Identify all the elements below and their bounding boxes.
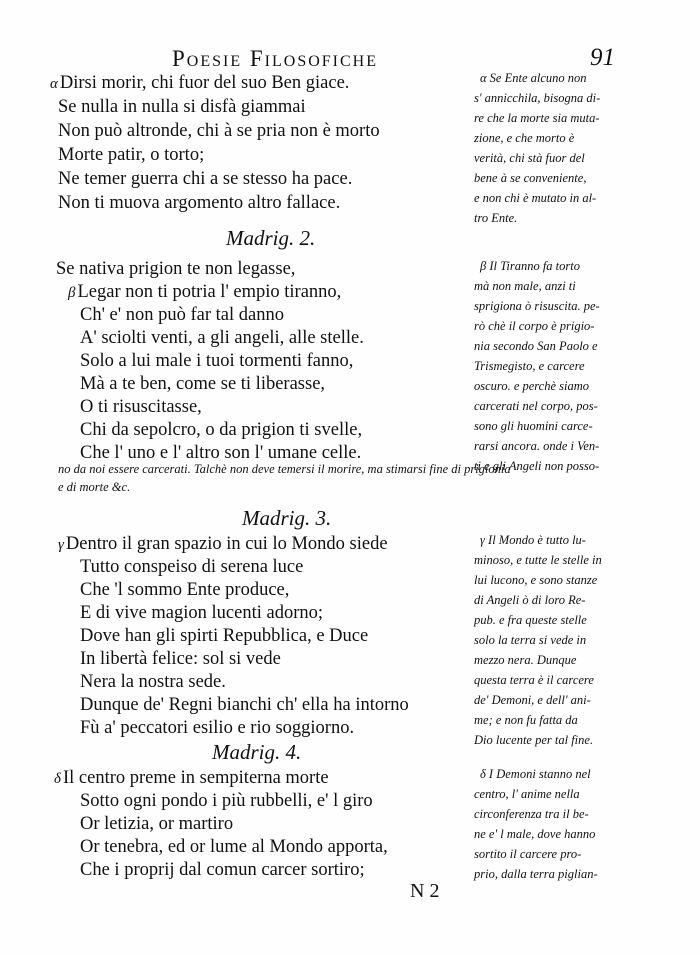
note-line: me; e non fu fatta da [474, 713, 578, 727]
verse-line [80, 396, 202, 419]
verse-text: Che i proprij dal comun carcer sortiro; [80, 860, 365, 880]
note-line: ti e gli Angeli non posso- [474, 459, 600, 473]
note-line: γ Il Mondo è tutto lu- [480, 533, 586, 547]
note-line: pub. e fra queste stelle [474, 613, 587, 627]
verse-text: Che l' uno e l' altro son l' umane celle. [80, 443, 362, 463]
note-line: Dio lucente per tal fine. [474, 733, 594, 747]
note-line: e non chi è mutato in al- [474, 191, 597, 205]
verse-line [80, 625, 368, 648]
verse-text: Ch' e' non può far tal danno [80, 305, 284, 325]
note-line: verità, chi stà fuor del [474, 151, 585, 165]
verse-line [80, 350, 353, 373]
note-line: questa terra è il carcere [474, 673, 594, 687]
signature-mark: N 2 [410, 880, 440, 902]
note-line: oscuro. e perchè siamo [474, 379, 590, 393]
verse-line [80, 304, 284, 327]
note-line: zione, e che morto è [474, 131, 575, 145]
note-line: lui lucono, e sono stanze [474, 573, 598, 587]
verse-text: Non ti muova argomento altro fallace. [58, 193, 341, 213]
verse-line [80, 790, 373, 813]
verse-text: Dirsi morir, chi fuor del suo Ben giace. [59, 73, 350, 93]
note-line: Trismegisto, e carcere [474, 359, 585, 373]
note-line: sprigiona ò risuscita. pe- [474, 299, 600, 313]
note-line: β Il Tiranno fa torto [480, 259, 580, 273]
verse-text: Or tenebra, ed or lume al Mondo apporta, [80, 837, 388, 857]
verse-line [80, 717, 354, 740]
note-line: ne e' l male, dove hanno [474, 827, 596, 841]
verse-line [50, 72, 349, 95]
verse-line [80, 579, 289, 602]
verse-line [80, 813, 233, 836]
verse-text: E di vive magion lucenti adorno; [80, 603, 324, 623]
note-line: solo la terra si vede in [474, 633, 587, 647]
note-line: s' annicchila, bisogna di- [474, 91, 601, 105]
verse-line [80, 836, 388, 859]
note-marker: β [68, 285, 76, 301]
verse-line [80, 327, 364, 350]
verse-text: Chi da sepolcro, o da prigion ti svelle, [80, 420, 363, 440]
verse-text: Or letizia, or martiro [80, 814, 234, 834]
verse-line [80, 373, 325, 396]
verse-line [80, 419, 362, 442]
section-heading: Madrig. 4. [212, 740, 302, 764]
note-marker: α [50, 76, 58, 92]
verse-line [80, 671, 226, 694]
verse-line [80, 694, 409, 717]
verse-text: Legar non ti potria l' empio tiranno, [77, 282, 342, 302]
note-line: carcerati nel corpo, pos- [474, 399, 598, 413]
note-line: minoso, e tutte le stelle in [474, 553, 602, 567]
verse-line [56, 258, 295, 281]
section-heading: Madrig. 2. [226, 226, 316, 250]
verse-text: A' sciolti venti, a gli angeli, alle stelle. [80, 328, 364, 348]
verse-line [58, 96, 306, 119]
page-number: 91 [590, 44, 615, 71]
note-line: sono gli huomini carce- [474, 419, 593, 433]
note-line: sortito il carcere pro- [474, 847, 582, 861]
verse-line [58, 533, 388, 556]
verse-text: Tutto conspeiso di serena luce [80, 557, 304, 577]
note-line: re che la morte sia muta- [474, 111, 600, 125]
note-line: bene à se conveniente, [474, 171, 587, 185]
verse-text: Non può altronde, chi à se pria non è morto [58, 121, 380, 141]
verse-text: In libertà felice: sol si vede [80, 649, 281, 669]
verse-text: Morte patir, o torto; [58, 145, 205, 165]
note-line: tro Ente. [474, 211, 518, 225]
note-line: centro, l' anime nella [474, 787, 580, 801]
verse-text: Dentro il gran spazio in cui lo Mondo siede [65, 534, 388, 554]
note-marker: δ [54, 771, 61, 787]
note-continuation-line: no da noi essere carcerati. Talchè non deve temersi il morire, ma stimarsi fine di prigionia [58, 462, 511, 476]
running-title: Poesie Filosofiche [172, 46, 378, 71]
note-line: rarsi ancora. onde i Ven- [474, 439, 600, 453]
verse-line [68, 281, 341, 304]
verse-text: Sotto ogni pondo i più rubbelli, e' l giro [80, 791, 373, 811]
section-heading: Madrig. 3. [242, 506, 332, 530]
verse-line [80, 648, 281, 671]
verse-text: Solo a lui male i tuoi tormenti fanno, [80, 351, 354, 371]
note-line: mezzo nera. Dunque [474, 653, 577, 667]
verse-text: Dunque de' Regni bianchi ch' ella ha intorno [80, 695, 409, 715]
verse-line [80, 859, 365, 882]
verse-text: Ne temer guerra chi a se stesso ha pace. [58, 169, 353, 189]
verse-line [54, 767, 329, 790]
note-line: circonferenza tra il be- [474, 807, 589, 821]
note-line: δ I Demoni stanno nel [480, 767, 591, 781]
verse-text: Mà a te ben, come se ti liberasse, [80, 374, 326, 394]
verse-line [58, 192, 340, 215]
verse-line [58, 120, 380, 143]
note-line: mà non male, anzi ti [474, 279, 576, 293]
verse-line [80, 602, 323, 625]
verse-text: Il centro preme in sempiterna morte [62, 768, 329, 788]
verse-text: Che 'l sommo Ente produce, [80, 580, 290, 600]
verse-text: Se nulla in nulla si disfà giammai [58, 97, 306, 117]
note-line: de' Demoni, e dell' ani- [474, 693, 591, 707]
verse-text: Dove han gli spirti Repubblica, e Duce [80, 626, 369, 646]
verse-text: Fù a' peccatori esilio e rio soggiorno. [80, 718, 355, 738]
note-marker: γ [58, 537, 64, 553]
verse-text: Se nativa prigion te non legasse, [56, 259, 296, 279]
verse-text: Nera la nostra sede. [80, 672, 226, 692]
verse-text: O ti risuscitasse, [80, 397, 202, 417]
verse-line [58, 144, 204, 167]
verse-line [58, 168, 352, 191]
verse-line [80, 556, 303, 579]
note-line: α Se Ente alcuno non [480, 71, 587, 85]
note-line: di Angeli ò di loro Re- [474, 593, 586, 607]
note-line: nia secondo San Paolo e [474, 339, 598, 353]
note-continuation-line: e di morte &c. [58, 480, 131, 494]
note-line: prio, dalla terra piglian- [474, 867, 598, 881]
note-line: rò chè il corpo è prigio- [474, 319, 595, 333]
